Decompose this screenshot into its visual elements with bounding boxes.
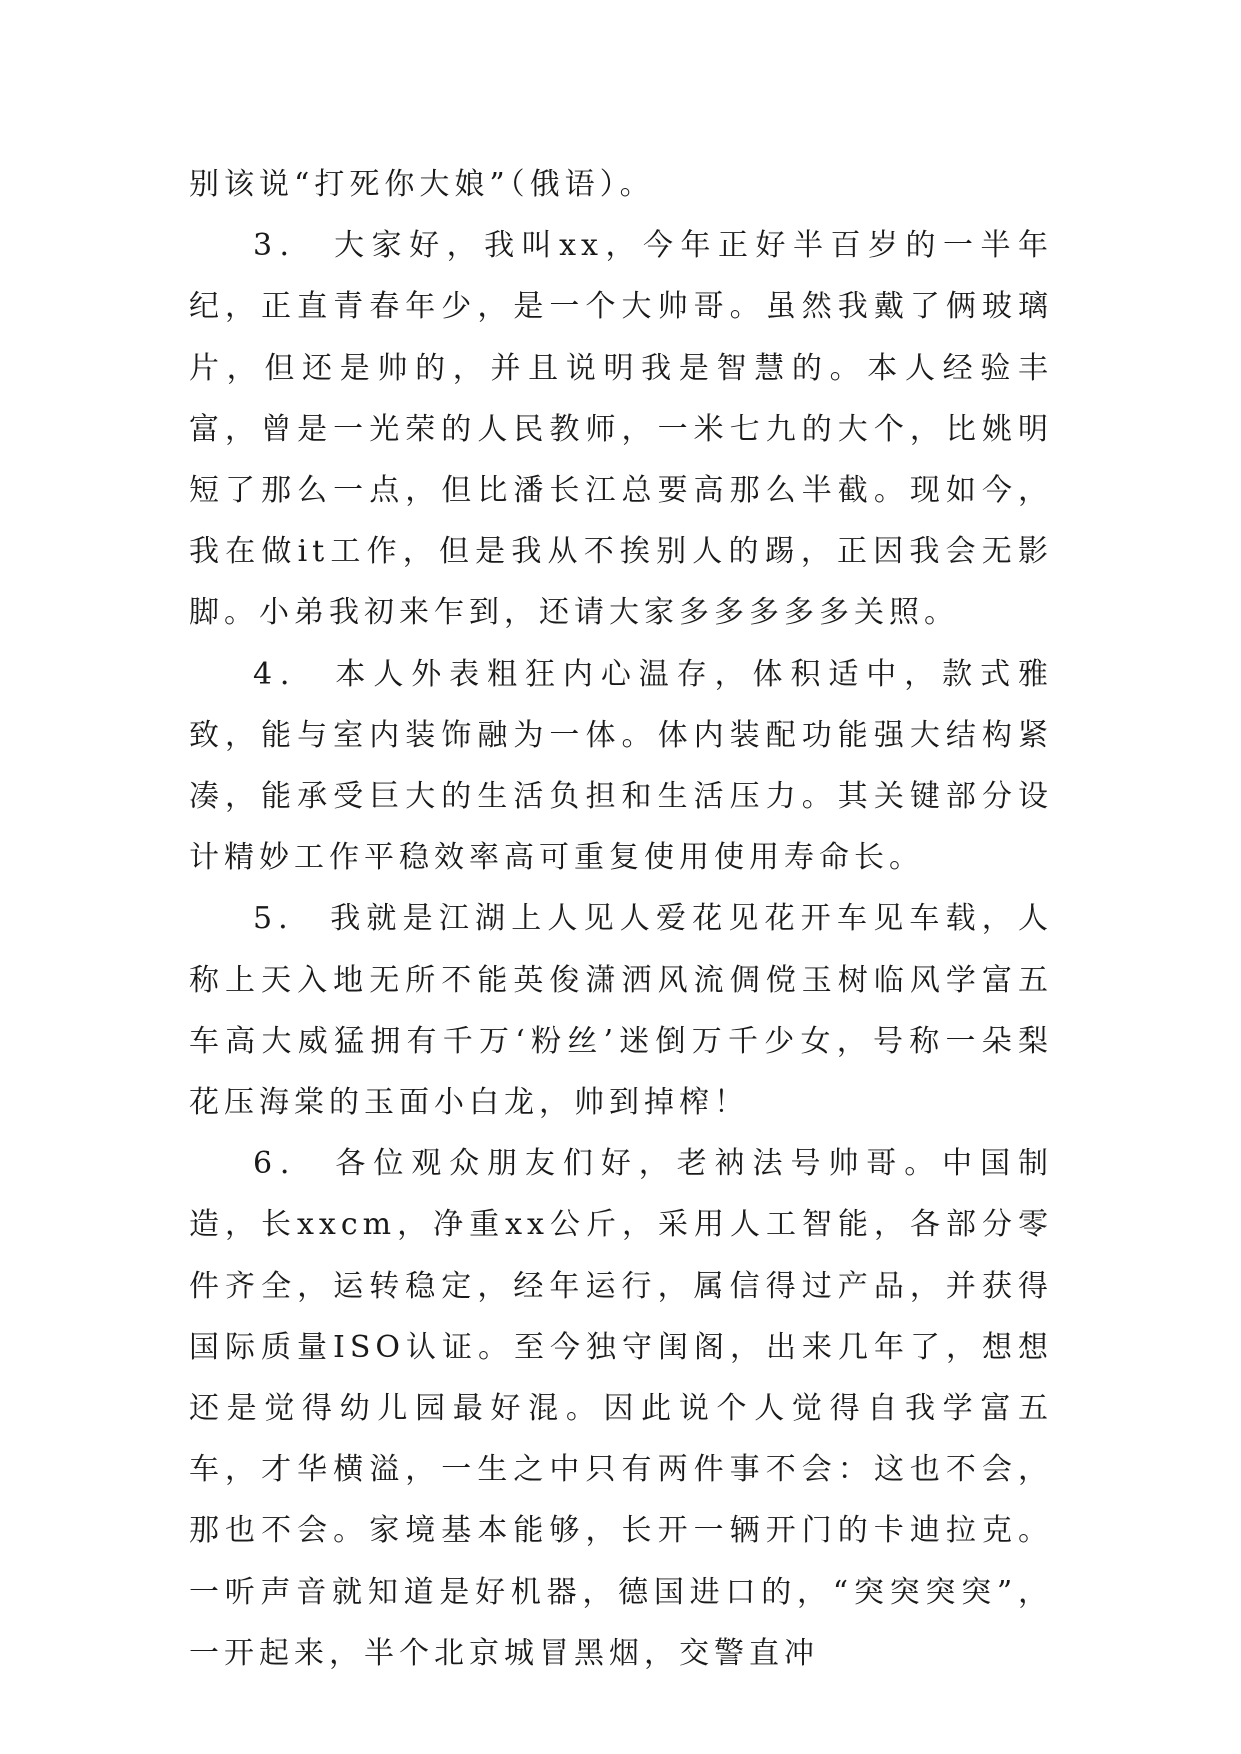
paragraph-continuation: 别该说“打死你大娘”（俄语）。: [189, 167, 655, 202]
document-body: [189, 154, 1053, 1684]
paragraph-item-5: 5． 我就是江湖上人见人爱花见花开车见车载，人称上天入地无所不能英俊潇洒风流倜傥玉树临风学富五车高大威猛拥有千万‘粉丝’迷倒万千少女，号称一朵梨花压海棠的玉面小白龙，帅到掉榨！: [189, 901, 1053, 1121]
paragraph-item-4: 4． 本人外表粗狂内心温存，体积适中，款式雅致，能与室内装饰融为一体。体内装配功能强大结构紧凑，能承受巨大的生活负担和生活压力。其关键部分设计精妙工作平稳效率高可重复使用使用寿命长。: [189, 656, 1053, 876]
paragraph-item-3: 3． 大家好，我叫xx，今年正好半百岁的一半年纪，正直青春年少，是一个大帅哥。虽然我戴了俩玻璃片，但还是帅的，并且说明我是智慧的。本人经验丰富，曾是一光荣的人民教师，一米七九的大个，比姚明短了那么一点，但比潘长江总要高那么半截。现如今，我在做it工作，但是我从不挨别人的踢，正因我会无影脚。小弟我初来乍到，还请大家多多多多多关照。: [189, 228, 1053, 631]
paragraph-item-6: 6． 各位观众朋友们好，老衲法号帅哥。中国制造，长xxcm，净重xx公斤，采用人工智能，各部分零件齐全，运转稳定，经年运行，属信得过产品，并获得国际质量ISO认证。至今独守闺阁，出来几年了，想想还是觉得幼儿园最好混。因此说个人觉得自我学富五车，才华横溢，一生之中只有两件事不会：这也不会，那也不会。家境基本能够，长开一辆开门的卡迪拉克。一听声音就知道是好机器，德国进口的，“突突突突”，一开起来，半个北京城冒黑烟，交警直冲: [189, 1146, 1053, 1671]
